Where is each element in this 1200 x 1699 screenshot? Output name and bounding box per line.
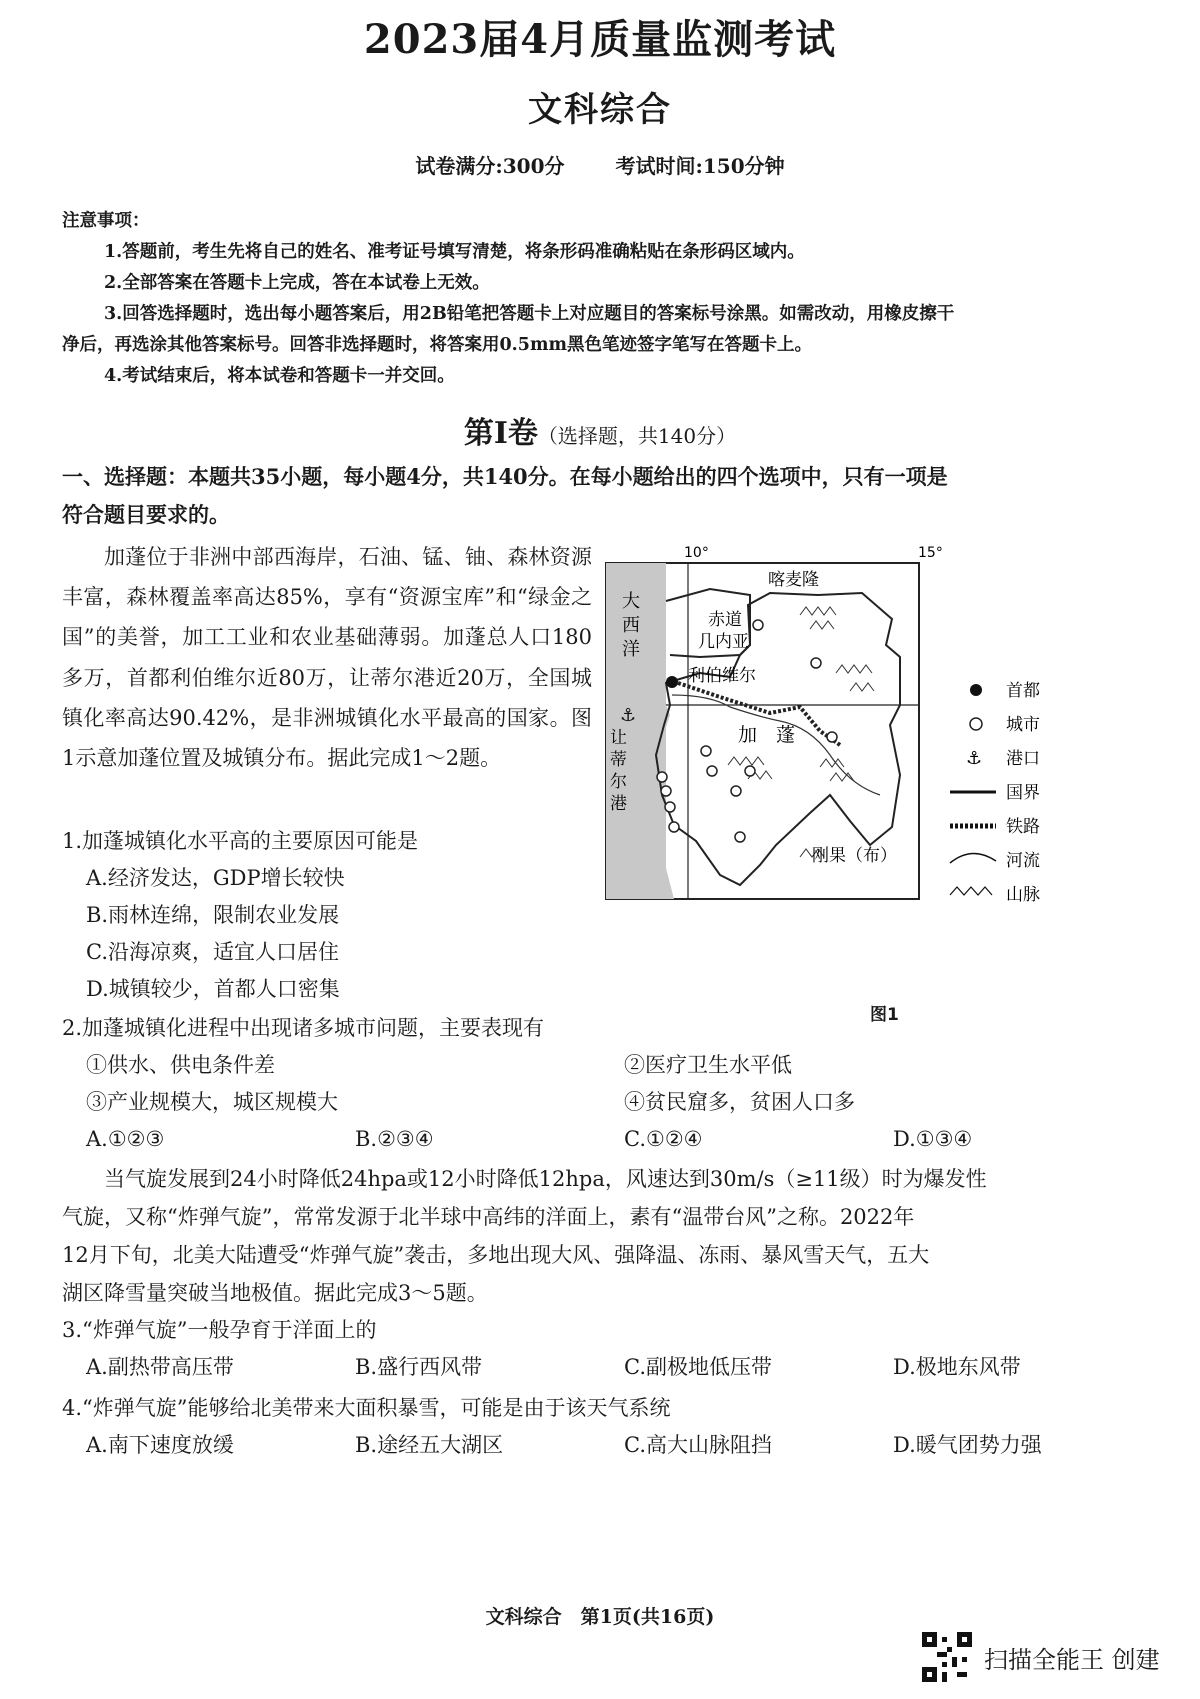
q1-option: A.经济发达，GDP增长较快 xyxy=(86,866,345,890)
exam-subject: 文科综合 xyxy=(528,90,672,130)
svg-text:西: 西 xyxy=(622,615,640,636)
svg-text:尔: 尔 xyxy=(610,772,627,792)
question-4 xyxy=(62,1390,1162,1464)
legend-capital-symbol xyxy=(970,684,982,696)
q4-option: D.暖气团势力强 xyxy=(893,1433,1042,1457)
q2-option: C.①②④ xyxy=(624,1127,703,1151)
eq-guinea-label-2: 几内亚 xyxy=(698,632,749,652)
eq-guinea-label-1: 赤道 xyxy=(708,610,742,630)
svg-text:河流: 河流 xyxy=(1006,851,1040,871)
volume-heading xyxy=(0,408,1200,452)
full-score: 试卷满分:300分 xyxy=(415,154,565,178)
svg-text:大: 大 xyxy=(622,591,640,612)
svg-text:港: 港 xyxy=(610,794,627,814)
q2-item: ③产业规模大，城区规模大 xyxy=(86,1090,338,1114)
q2-item: ④贫民窟多，贫困人口多 xyxy=(624,1090,855,1114)
svg-text:首都: 首都 xyxy=(1006,681,1040,701)
q3-option: A.副热带高压带 xyxy=(86,1355,234,1379)
question-1 xyxy=(62,823,582,1008)
svg-text:港口: 港口 xyxy=(1006,749,1040,769)
watermark-text: 扫描全能王 创建 xyxy=(984,1645,1160,1674)
legend-city-symbol xyxy=(970,718,982,730)
duration: 考试时间:150分钟 xyxy=(615,154,785,178)
cyclone-paragraph xyxy=(62,1160,1172,1312)
note-item: 2.全部答案在答题卡上完成，答在本试卷上无效。 xyxy=(104,273,490,293)
q1-stem: 1.加蓬城镇化水平高的主要原因可能是 xyxy=(62,829,419,853)
scanner-watermark xyxy=(922,1632,1160,1682)
map-legend xyxy=(950,681,1040,905)
q2-stem: 2.加蓬城镇化进程中出现诸多城市问题，主要表现有 xyxy=(62,1016,545,1040)
svg-text:蒂: 蒂 xyxy=(610,750,627,770)
gabon-paragraph: 加蓬位于非洲中部西海岸，石油、锰、铀、森林资源丰富，森林覆盖率高达85%，享有“资源宝库”和“绿金之国”的美誉，加工工业和农业基础薄弱。加蓬总人口180多万，首都利伯维尔近80万，让蒂尔港近20万，全国城镇化率高达90.42%，是非洲城镇化水平最高的国家。图1示意加蓬位置及城镇分布。据此完成1～2题。 xyxy=(62,545,592,771)
q3-option: D.极地东风带 xyxy=(893,1355,1021,1379)
lon-10-label: 10° xyxy=(684,545,709,561)
q1-option: B.雨林连绵，限制农业发展 xyxy=(86,903,340,927)
q1-option: C.沿海凉爽，适宜人口居住 xyxy=(86,940,339,964)
exam-meta xyxy=(0,150,1200,179)
note-item: 净后，再选涂其他答案标号。回答非选择题时，将答案用0.5mm黑色笔迹签字笔写在答题卡上。 xyxy=(62,335,812,355)
note-item: 3.回答选择题时，选出每小题答案后，用2B铅笔把答题卡上对应题目的答案标号涂黑。如需改动，用橡皮擦干 xyxy=(104,304,955,324)
note-item: 4.考试结束后，将本试卷和答题卡一并交回。 xyxy=(104,366,455,386)
q4-option: A.南下速度放缓 xyxy=(86,1433,234,1457)
gabon-label: 加 蓬 xyxy=(738,724,796,746)
capital-symbol xyxy=(666,676,678,688)
q2-option: D.①③④ xyxy=(893,1127,973,1151)
lon-15-label: 15° xyxy=(918,545,943,561)
legend-mountain-symbol xyxy=(950,887,992,895)
ocean-label xyxy=(622,591,640,660)
question-2 xyxy=(62,1010,1162,1158)
svg-text:山脉: 山脉 xyxy=(1006,885,1040,905)
volume-title: 第Ⅰ卷 xyxy=(463,416,538,451)
q2-option: B.②③④ xyxy=(355,1127,434,1151)
q2-item: ②医疗卫生水平低 xyxy=(624,1053,792,1077)
section-1-line1: 一、选择题：本题共35小题，每小题4分，共140分。在每小题给出的四个选项中，只有一项是 xyxy=(62,464,948,489)
svg-text:城市: 城市 xyxy=(1006,715,1040,735)
section-1-line2: 符合题目要求的。 xyxy=(62,502,230,527)
map-caption: 图1 xyxy=(870,1005,899,1025)
notes-block xyxy=(62,206,1152,392)
cyclone-line: 气旋，又称“炸弹气旋”，常常发源于北半球中高纬的洋面上，素有“温带台风”之称。2022年 xyxy=(62,1205,915,1229)
q4-option: C.高大山脉阻挡 xyxy=(624,1433,772,1457)
volume-note: （选择题，共140分） xyxy=(537,424,737,448)
legend-port-symbol: ⚓ xyxy=(966,748,983,769)
section-1-heading xyxy=(62,458,1152,534)
q4-stem: 4.“炸弹气旋”能够给北美带来大面积暴雪，可能是由于该天气系统 xyxy=(62,1396,671,1420)
svg-text:洋: 洋 xyxy=(622,639,640,660)
svg-text:国界: 国界 xyxy=(1006,783,1040,803)
exam-title: 2023届4月质量监测考试 xyxy=(363,16,837,63)
qr-code-icon xyxy=(922,1632,972,1682)
q4-option: B.途经五大湖区 xyxy=(355,1433,504,1457)
q3-option: B.盛行西风带 xyxy=(355,1355,483,1379)
legend-river-symbol xyxy=(950,853,996,863)
cameroon-label: 喀麦隆 xyxy=(768,570,819,590)
q3-stem: 3.“炸弹气旋”一般孕育于洋面上的 xyxy=(62,1318,377,1342)
q3-option: C.副极地低压带 xyxy=(624,1355,772,1379)
q2-option: A.①②③ xyxy=(86,1127,165,1151)
gabon-map xyxy=(600,545,1080,995)
cyclone-line: 12月下旬，北美大陆遭受“炸弹气旋”袭击，多地出现大风、强降温、冻雨、暴风雪天气，五大 xyxy=(62,1243,930,1267)
svg-text:让: 让 xyxy=(610,728,627,748)
cyclone-line: 当气旋发展到24小时降低24hpa或12小时降低12hpa，风速达到30m/s（≥11级）时为爆发性 xyxy=(104,1167,987,1191)
notes-heading: 注意事项： xyxy=(62,211,150,231)
svg-text:铁路: 铁路 xyxy=(1006,817,1040,837)
libreville-label: 利伯维尔 xyxy=(688,666,756,686)
cyclone-line: 湖区降雪量突破当地极值。据此完成3～5题。 xyxy=(62,1281,488,1305)
question-3 xyxy=(62,1312,1162,1386)
note-item: 1.答题前，考生先将自己的姓名、准考证号填写清楚，将条形码准确粘贴在条形码区域内。 xyxy=(104,242,805,262)
q2-item: ①供水、供电条件差 xyxy=(86,1053,275,1077)
q1-option: D.城镇较少，首都人口密集 xyxy=(86,977,340,1001)
page-footer: 文科综合 第1页(共16页) xyxy=(485,1606,715,1628)
port-anchor: ⚓ xyxy=(620,705,637,726)
congo-label: 刚果（布） xyxy=(812,846,897,866)
